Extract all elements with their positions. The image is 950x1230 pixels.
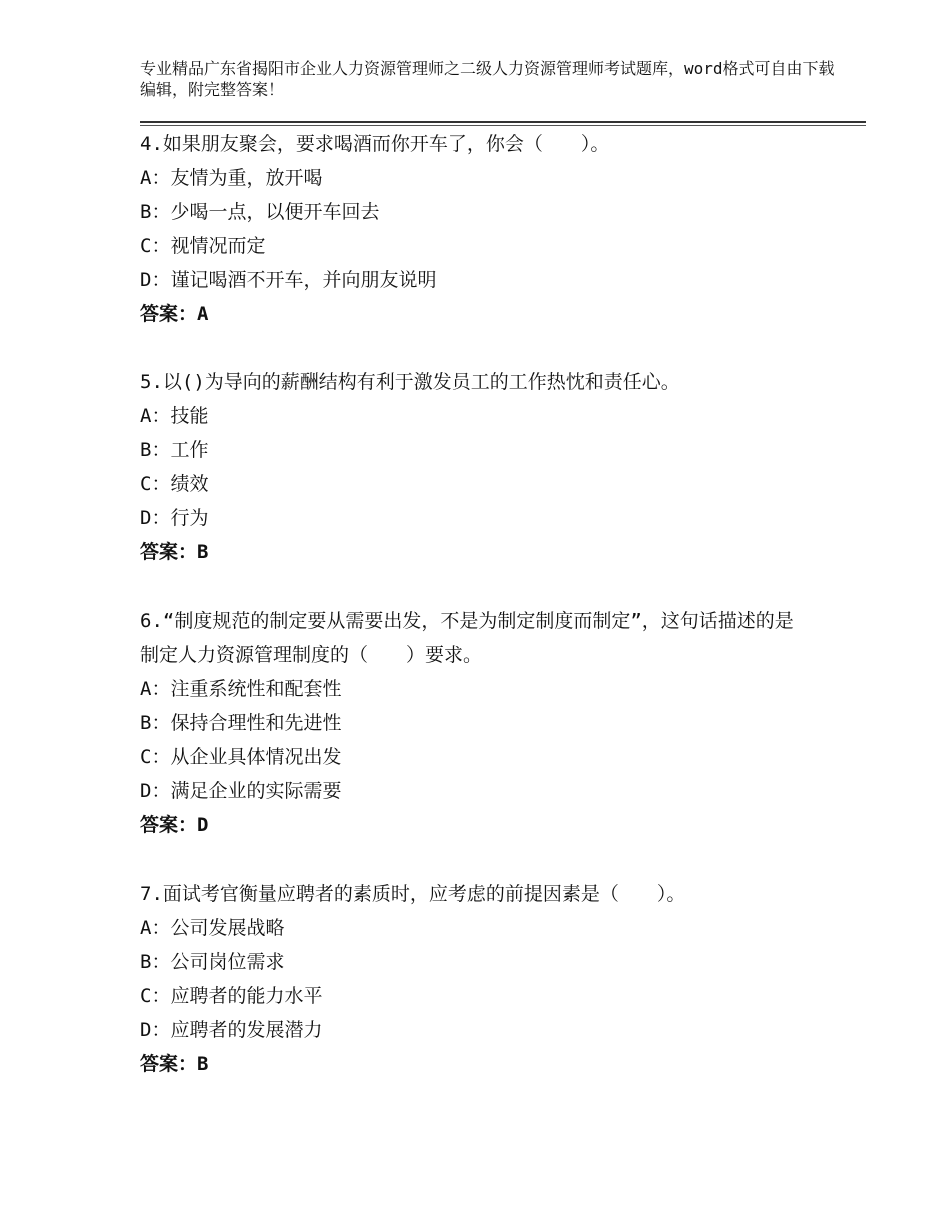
question-5 — [140, 365, 840, 569]
option-b: B：公司岗位需求 — [140, 951, 285, 973]
option-c: C：应聘者的能力水平 — [140, 985, 323, 1007]
answer-label: 答案： — [140, 814, 198, 836]
answer-line — [140, 1047, 840, 1081]
option-b: B：保持合理性和先进性 — [140, 712, 342, 734]
question-4 — [140, 127, 840, 331]
header-divider-thick — [140, 121, 866, 123]
answer-value: D — [197, 814, 209, 836]
answer-label: 答案： — [140, 1053, 198, 1075]
answer-line — [140, 535, 840, 569]
option-c: C：从企业具体情况出发 — [140, 746, 342, 768]
option-a: A：公司发展战略 — [140, 917, 285, 939]
question-7 — [140, 877, 840, 1081]
document-header: 专业精品广东省揭阳市企业人力资源管理师之二级人力资源管理师考试题库，word格式可自由下载编辑，附完整答案！ — [140, 59, 835, 99]
option-d: D：应聘者的发展潜力 — [140, 1019, 323, 1041]
question-stem: 7.面试考官衡量应聘者的素质时，应考虑的前提因素是（ ）。 — [140, 883, 686, 905]
option-a: A：技能 — [140, 405, 209, 427]
header-divider-thin — [140, 125, 866, 126]
option-d: D：行为 — [140, 507, 209, 529]
question-6 — [140, 604, 800, 842]
answer-line — [140, 808, 800, 842]
question-stem: 6.“制度规范的制定要从需要出发，不是为制定制度而制定”，这句话描述的是制定人力资源管理制度的（ ）要求。 — [140, 610, 794, 666]
question-stem: 4.如果朋友聚会，要求喝酒而你开车了，你会（ ）。 — [140, 133, 610, 155]
answer-value: B — [197, 541, 209, 563]
answer-value: A — [197, 303, 209, 325]
answer-label: 答案： — [140, 303, 198, 325]
option-b: B：少喝一点，以便开车回去 — [140, 201, 380, 223]
answer-label: 答案： — [140, 541, 198, 563]
option-d: D：谨记喝酒不开车，并向朋友说明 — [140, 269, 437, 291]
answer-value: B — [197, 1053, 209, 1075]
answer-line — [140, 297, 840, 331]
option-d: D：满足企业的实际需要 — [140, 780, 342, 802]
option-b: B：工作 — [140, 439, 209, 461]
option-a: A：友情为重，放开喝 — [140, 167, 323, 189]
option-c: C：视情况而定 — [140, 235, 266, 257]
question-stem: 5.以()为导向的薪酬结构有利于激发员工的工作热忱和责任心。 — [140, 371, 680, 393]
option-c: C：绩效 — [140, 473, 209, 495]
option-a: A：注重系统性和配套性 — [140, 678, 342, 700]
